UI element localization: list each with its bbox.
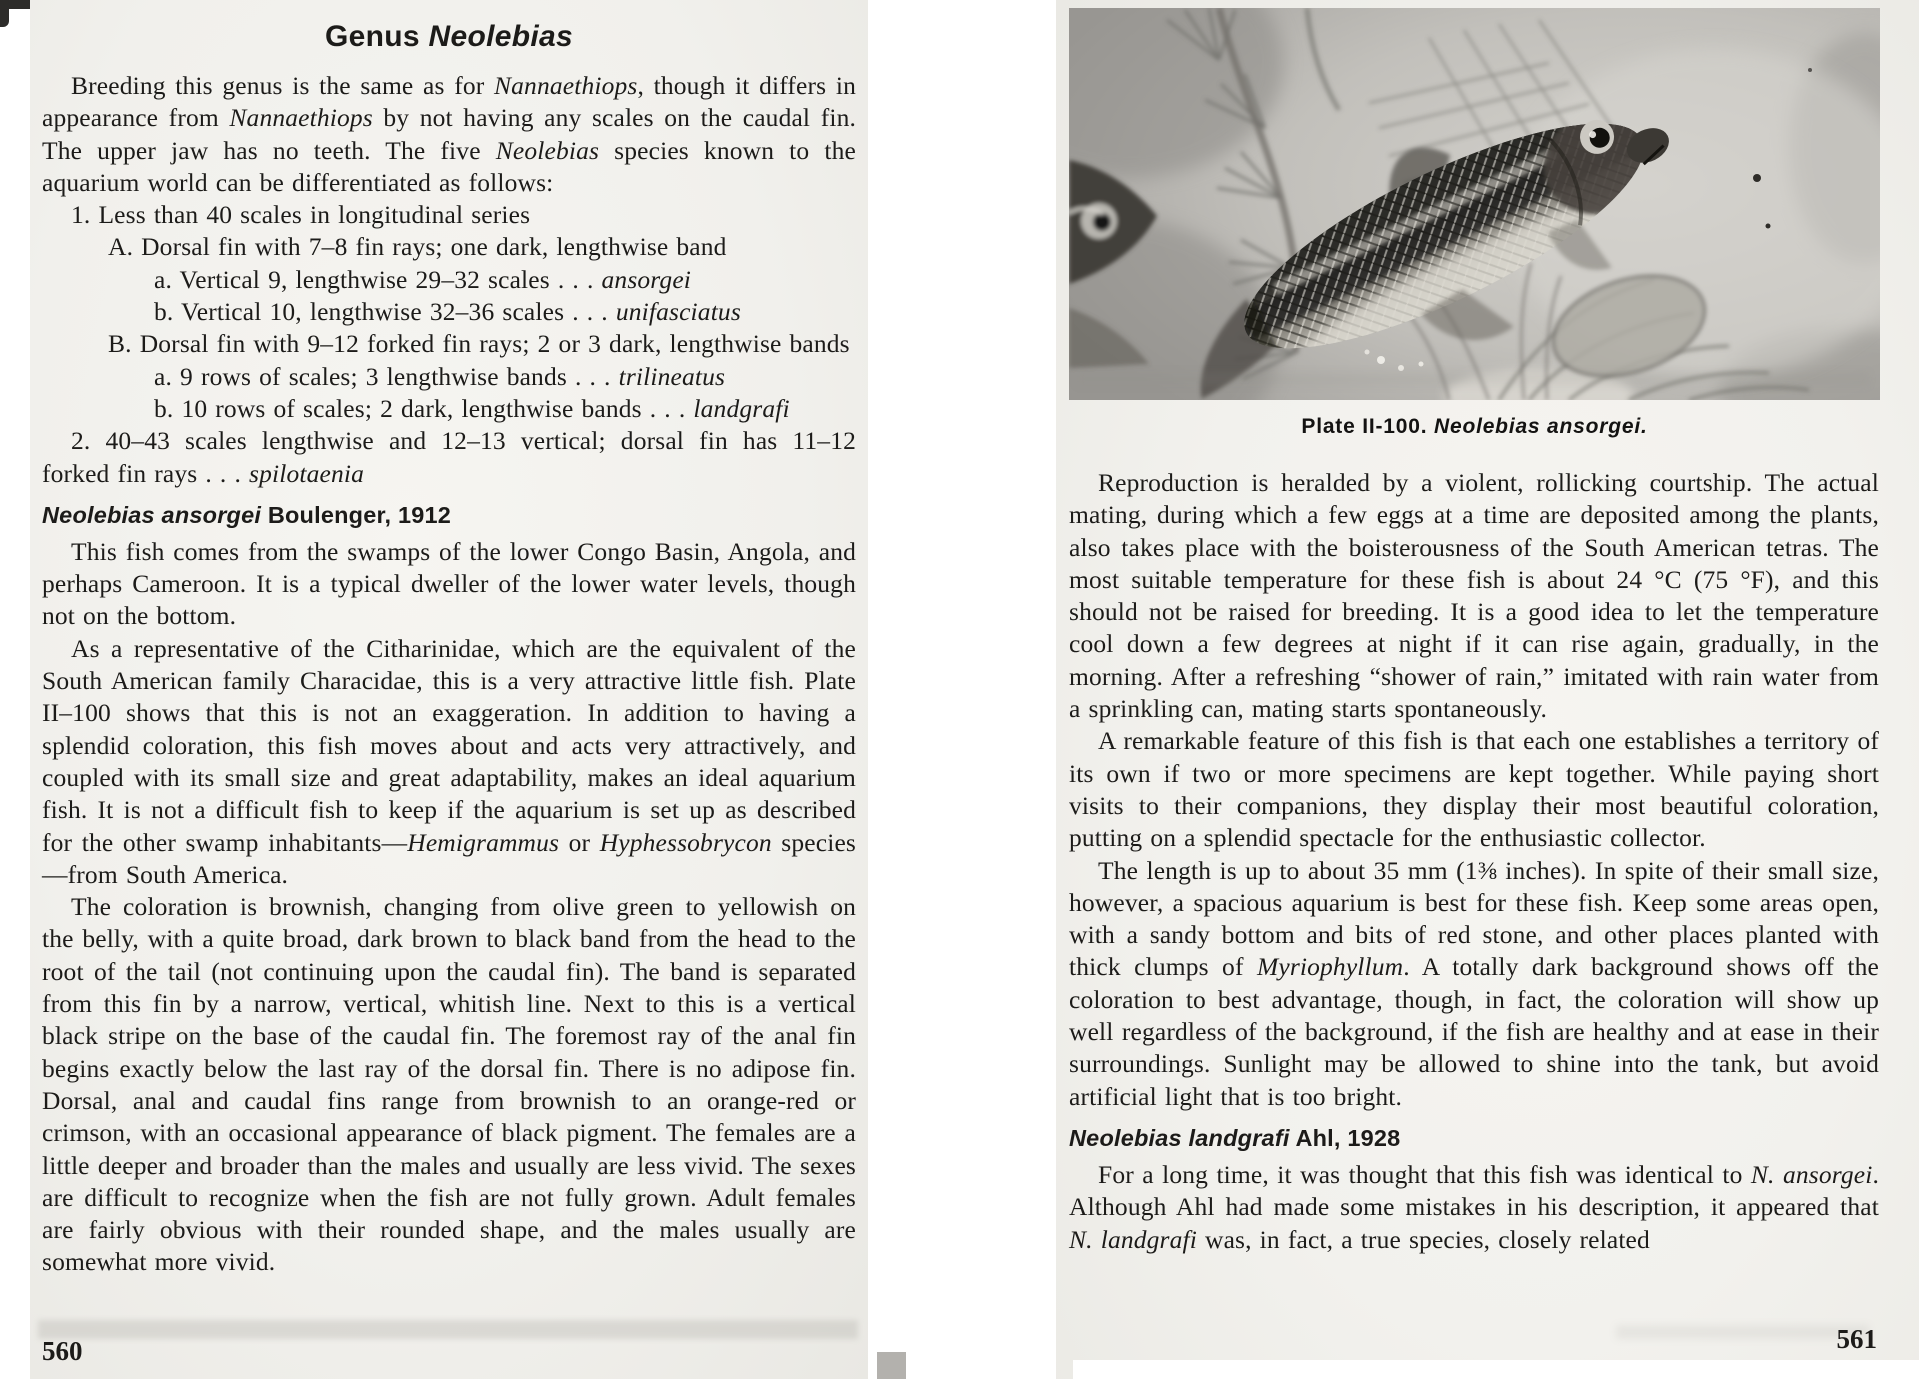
scan-artifact-band bbox=[38, 1320, 858, 1339]
paragraph-habitat: This fish comes from the swamps of the lower Congo Basin, Angola, and perhaps Cameroon. It is a typical dweller of the lower water levels, though not on the bottom. bbox=[42, 536, 856, 631]
identification-key bbox=[42, 199, 856, 490]
genus-heading-prefix: Genus bbox=[325, 20, 429, 53]
scan-bottom-strip bbox=[1073, 1360, 1919, 1379]
print-bleed-artifact bbox=[1076, 372, 1869, 386]
key-item-Aa: a. Vertical 9, lengthwise 29–32 scales . . . ansorgei bbox=[154, 264, 692, 294]
scan-corner-artifact bbox=[0, 0, 9, 27]
key-item-A: A. Dorsal fin with 7–8 fin rays; one dark, lengthwise band bbox=[108, 232, 727, 262]
left-text-column bbox=[30, 0, 868, 1279]
key-item-Bb: b. 10 rows of scales; 2 dark, lengthwise bands . . . landgrafi bbox=[154, 393, 790, 423]
paragraph-landgrafi: For a long time, it was thought that this fish was identical to N. ansorgei. Although Ahl had made some mistakes in his description, it appeared that N. landgrafi was, in fact, a true species, closely related bbox=[1069, 1159, 1879, 1254]
key-item-Ba: a. 9 rows of scales; 3 lengthwise bands . . . trilineatus bbox=[154, 361, 726, 391]
page-number-left: 560 bbox=[42, 1336, 83, 1366]
paragraph-family: As a representative of the Citharinidae, which are the equivalent of the South American family Characidae, this is a very attractive little fish. Plate II–100 shows that this is not an exaggeration. In addition to having a splendid coloration, this fish moves about and acts very attractively, and coupled with its small size and great adaptability, makes an ideal aquarium fish. It is not a difficult fish to keep if the aquarium is set up as described for the other swamp inhabitants—Hemigrammus or Hyphessobrycon species—from South America. bbox=[42, 633, 856, 889]
paragraph-reproduction: Reproduction is heralded by a violent, rollicking courtship. The actual mating, during which a few eggs at a time are deposited among the plants, also takes place with the boisterousness of the South American tetras. The most suitable temperature for these fish is about 24 °C (75 °F), and this should not be raised for breeding. It is a good idea to let the temperature cool down a few degrees at night if it can rise again, gradually, in the morning. After a refreshing “shower of rain,” imitated with rain water from a sprinkling can, mating starts spontaneously. bbox=[1069, 468, 1879, 724]
page-right bbox=[1056, 0, 1919, 1379]
genus-heading-name: Neolebias bbox=[428, 20, 573, 53]
right-text-column bbox=[1069, 467, 1879, 1256]
key-item-B: B. Dorsal fin with 9–12 forked fin rays; 2 or 3 dark, lengthwise bands bbox=[108, 329, 850, 359]
paragraph-territory: A remarkable feature of this fish is that each one establishes a territory of its own if two or more specimens are kept together. While paying short visits to their companions, they display their most beautiful coloration, putting on a splendid spectacle for the enthusiastic collector. bbox=[1069, 726, 1879, 853]
paragraph-coloration: The coloration is brownish, changing from olive green to yellowish on the belly, with a quite broad, dark brown to black band from the head to the root of the tail (not continuing upon the caudal fin). The band is separated from this fin by a narrow, vertical, whitish line. Next to this is a vertical black stripe on the base of the caudal fin. The foremost ray of the anal fin begins exactly below the last ray of the dorsal fin. There is no adipose fin. Dorsal, anal and caudal fins range from brownish to an orange-red or crimson, with an occasional appearance of black pigment. The females are a little deeper and broader than the males and usually are less vivid. The sexes are difficult to recognize when the fish are not fully grown. Adult females are fairly obvious with their rounded shape, and the males usually are somewhat more vivid. bbox=[42, 892, 856, 1277]
page-number-right: 561 bbox=[1836, 1324, 1877, 1354]
fish-photo bbox=[1069, 8, 1880, 400]
species-heading-landgrafi: Neolebias landgrafi Ahl, 1928 bbox=[1069, 1124, 1401, 1151]
plate-caption: Plate II-100. Neolebias ansorgei. bbox=[1301, 415, 1648, 438]
page-left bbox=[30, 0, 868, 1379]
species-heading-ansorgei: Neolebias ansorgei Boulenger, 1912 bbox=[42, 501, 452, 528]
paragraph-aquarium: The length is up to about 35 mm (1⅜ inches). In spite of their small size, however, a spacious aquarium is best for these fish. Keep some areas open, with a sandy bottom and bits of red stone, and other places planted with thick clumps of Myriophyllum. A totally dark background shows off the coloration to best advantage, though, in fact, the coloration will show up well regardless of the background, if the fish are healthy and at ease in their surroundings. Sunlight may be allowed to shine into the tank, but avoid artificial light that is too bright. bbox=[1069, 855, 1879, 1111]
genus-heading bbox=[42, 20, 856, 54]
key-item-Ab: b. Vertical 10, lengthwise 32–36 scales . . . unifasciatus bbox=[154, 297, 741, 327]
key-item-1: 1. Less than 40 scales in longitudinal series bbox=[71, 200, 531, 230]
print-bleed-artifact bbox=[1616, 1325, 1869, 1339]
key-item-2: 2. 40–43 scales lengthwise and 12–13 vertical; dorsal fin has 11–12 forked fin rays . . . spilotaenia bbox=[42, 426, 856, 488]
scan-gutter-artifact bbox=[877, 1352, 906, 1379]
intro-paragraph: Breeding this genus is the same as for Nannaethiops, though it differs in appearance from Nannaethiops by not having any scales on the caudal fin. The upper jaw has no teeth. The five Neolebias species known to the aquarium world can be differentiated as follows: bbox=[42, 71, 856, 197]
